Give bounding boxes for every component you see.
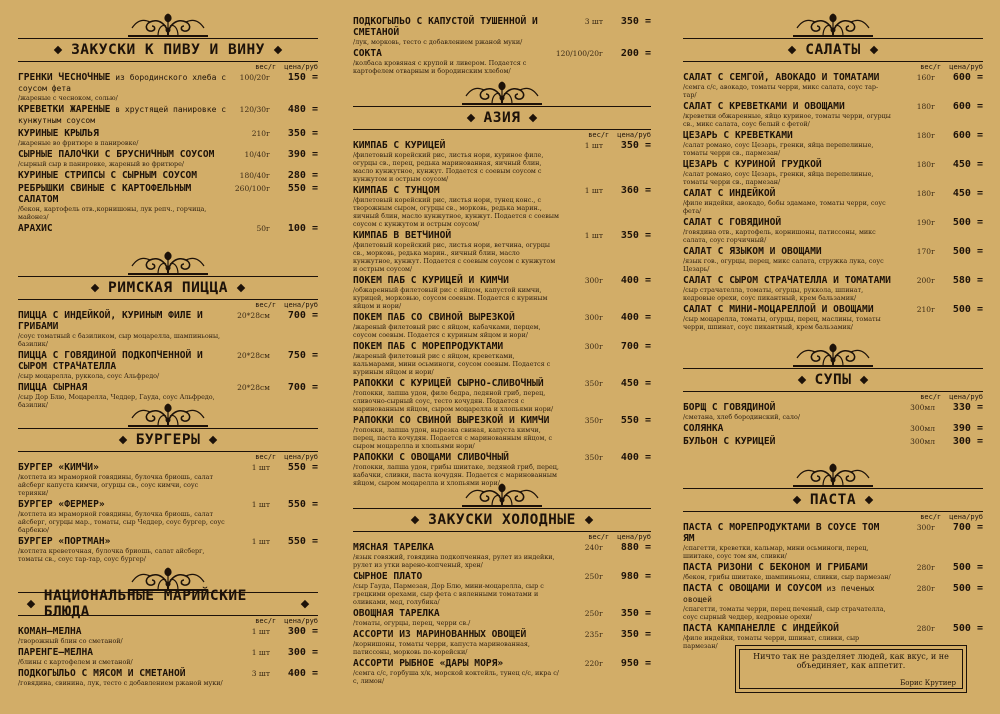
flourish-ornament-icon bbox=[683, 6, 983, 38]
item-weight: 3 шт bbox=[251, 669, 270, 678]
item-price: 550 = bbox=[287, 462, 318, 473]
item-price: 450 = bbox=[620, 378, 651, 389]
menu-item bbox=[353, 230, 651, 273]
item-weight: 200г bbox=[916, 276, 935, 285]
item-weight: 160г bbox=[916, 73, 935, 82]
menu-item bbox=[683, 436, 983, 447]
item-name: ПОДКОГЫЛЬО С КАПУСТОЙ ТУШЕННОЙ И СМЕТАНОЙ bbox=[353, 16, 538, 38]
item-price: 150 = bbox=[287, 72, 318, 83]
item-description: /лук, морковь, тесто с добавлением ржаной муки/ bbox=[353, 38, 523, 46]
flourish-ornament-icon bbox=[353, 476, 651, 508]
column-headers: вес/г цена/руб bbox=[255, 453, 318, 461]
menu-item bbox=[18, 626, 318, 645]
item-price: 350 = bbox=[620, 608, 651, 619]
item-name: ЦЕЗАРЬ С КУРИНОЙ ГРУДКОЙ bbox=[683, 159, 822, 170]
item-name: ПАРЕНГЕ–МЕЛНА bbox=[18, 647, 94, 658]
item-price: 550 = bbox=[287, 499, 318, 510]
menu-item bbox=[353, 341, 651, 376]
menu-column-2 bbox=[353, 0, 651, 714]
item-price: 390 = bbox=[952, 423, 983, 434]
item-weight: 1 шт bbox=[251, 648, 270, 657]
menu-item bbox=[353, 185, 651, 228]
menu-item bbox=[353, 140, 651, 183]
item-name: ПОКЕМ ПАБ СО СВИНОЙ ВЫРЕЗКОЙ bbox=[353, 312, 515, 323]
item-weight: 300г bbox=[916, 523, 935, 532]
item-name: САЛАТ С МИНИ-МОЦАРЕЛЛОЙ И ОВОЩАМИ bbox=[683, 304, 874, 315]
item-price: 500 = bbox=[952, 583, 983, 594]
flourish-ornament-icon bbox=[683, 456, 983, 488]
item-name: ПАСТА КАМПАНЕЛЛЕ С ИНДЕЙКОЙ bbox=[683, 623, 839, 634]
menu-item bbox=[18, 462, 318, 497]
flourish-ornament-icon bbox=[18, 396, 318, 428]
item-name: БУРГЕР «ФЕРМЕР» bbox=[18, 499, 105, 510]
menu-item bbox=[683, 583, 983, 621]
item-weight: 350г bbox=[584, 453, 603, 462]
item-weight: 210г bbox=[251, 129, 270, 138]
column-headers: вес/г цена/руб bbox=[255, 301, 318, 309]
item-name: САЛАТ С СЕМГОЙ, АВОКАДО И ТОМАТАМИ bbox=[683, 72, 880, 83]
item-name: КРЕВЕТКИ ЖАРЕНЫЕ в хрустящей панировке с кунжутным соусом bbox=[18, 104, 227, 125]
column-headers: вес/г цена/руб bbox=[588, 131, 651, 139]
item-price: 280 = bbox=[287, 170, 318, 181]
item-price: 750 = bbox=[287, 350, 318, 361]
item-weight: 190г bbox=[916, 218, 935, 227]
section-title: АЗИЯ bbox=[353, 106, 651, 130]
menu-item bbox=[683, 402, 983, 421]
item-price: 400 = bbox=[287, 668, 318, 679]
item-weight: 1 шт bbox=[584, 186, 603, 195]
menu-item bbox=[683, 275, 983, 302]
item-weight: 300г bbox=[584, 342, 603, 351]
item-name: АССОРТИ ИЗ МАРИНОВАННЫХ ОВОЩЕЙ bbox=[353, 629, 527, 640]
item-weight: 220г bbox=[584, 659, 603, 668]
item-price: 350 = bbox=[620, 16, 651, 27]
item-description: /филе индейки, авокадо, бобы эдамаме, томаты черри, соус фета/ bbox=[683, 199, 886, 215]
menu-item bbox=[353, 415, 651, 450]
item-weight: 260/100г bbox=[234, 184, 270, 193]
item-description: /обжаренный филетовый рис с яйцом, капустой кимчи, курицей, морковью, соусом соевым. Подается с куриным яйцом и нори/ bbox=[353, 286, 548, 310]
section-title: ПАСТА bbox=[683, 488, 983, 512]
item-description: /язык говяжий, говядина подкопченная, рулет из индейки, рулет из утки варено-копченый, хрен/ bbox=[353, 553, 555, 569]
item-price: 500 = bbox=[952, 217, 983, 228]
item-description: /филетовый корейский рис, листья нори, куриное филе, огурцы св., перец, редька маринованная, яичный блин, масло кунжутное, кунжут. Подается с соевым соусом с кунжутом и острым соусом/ bbox=[353, 151, 544, 183]
menu-item bbox=[683, 423, 983, 434]
section-title: ЗАКУСКИ ХОЛОДНЫЕ bbox=[353, 508, 651, 532]
item-name: ПОКЕМ ПАБ С МОРЕПРОДУКТАМИ bbox=[353, 341, 504, 352]
menu-item bbox=[683, 246, 983, 273]
item-description: /соус томатный с базиликом, сыр моцарелла, шампиньоны, базилик/ bbox=[18, 332, 221, 348]
item-weight: 100/20г bbox=[239, 73, 270, 82]
item-name: ОВОЩНАЯ ТАРЕЛКА bbox=[353, 608, 440, 619]
section-burgers bbox=[18, 396, 318, 565]
item-name: ПИЦЦА С ИНДЕЙКОЙ, КУРИНЫМ ФИЛЕ И ГРИБАМИ bbox=[18, 310, 203, 332]
menu-item bbox=[18, 183, 318, 221]
menu-item bbox=[683, 522, 983, 560]
item-description: /сыр моцарелла, томаты, огурцы, перец, маслины, томаты черри, шпинат, соус пикантный, крем бальзамик/ bbox=[683, 315, 881, 331]
item-weight: 20*28см bbox=[237, 311, 270, 320]
item-weight: 280г bbox=[916, 563, 935, 572]
item-price: 400 = bbox=[620, 275, 651, 286]
item-description: /креветки обжаренные, яйцо куриное, томаты черри, огурцы св., микс салата, соус белый с фетой/ bbox=[683, 112, 891, 128]
item-description: /сырный сыр в панировке, жареный во фритюре/ bbox=[18, 160, 185, 168]
item-price: 400 = bbox=[620, 312, 651, 323]
section-pizza bbox=[18, 244, 318, 411]
item-name: КИМПАБ С ТУНЦОМ bbox=[353, 185, 440, 196]
item-name: ПАСТА С ОВОЩАМИ И СОУСОМ из печеных овощей bbox=[683, 583, 875, 604]
item-description: /бекон, грибы шиитаке, шампиньоны, сливки, сыр пармезан/ bbox=[683, 573, 891, 581]
menu-item bbox=[353, 312, 651, 339]
menu-item bbox=[18, 223, 318, 234]
item-price: 100 = bbox=[287, 223, 318, 234]
item-name: ПОКЕМ ПАБ С КУРИЦЕЙ И КИМЧИ bbox=[353, 275, 509, 286]
item-weight: 3 шт bbox=[584, 17, 603, 26]
item-name: ПИЦЦА С ГОВЯДИНОЙ ПОДКОПЧЕННОЙ И СЫРОМ СТРАЧАТЕЛЛА bbox=[18, 350, 203, 372]
item-description: /семга с/с, авокадо, томаты черри, микс салата, соус тар-тар/ bbox=[683, 83, 879, 99]
item-price: 880 = bbox=[620, 542, 651, 553]
item-name: САЛАТ С ЯЗЫКОМ И ОВОЩАМИ bbox=[683, 246, 822, 257]
menu-item bbox=[683, 130, 983, 157]
item-price: 700 = bbox=[620, 341, 651, 352]
item-price: 300 = bbox=[952, 436, 983, 447]
item-weight: 180г bbox=[916, 189, 935, 198]
menu-item bbox=[18, 104, 318, 126]
section-salads bbox=[683, 6, 983, 333]
item-price: 360 = bbox=[620, 185, 651, 196]
item-name: ПИЦЦА СЫРНАЯ bbox=[18, 382, 88, 393]
menu-item bbox=[18, 310, 318, 348]
menu-item bbox=[353, 608, 651, 627]
item-subtitle: из печеных овощей bbox=[683, 584, 875, 604]
item-description: /сыр Дор Блю, Моцарелла, Чеддер, Гауда, соус Альфредо, базилик/ bbox=[18, 393, 215, 409]
item-name: РЕБРЫШКИ СВИНЫЕ С КАРТОФЕЛЬНЫМ САЛАТОМ bbox=[18, 183, 192, 205]
item-price: 550 = bbox=[287, 183, 318, 194]
section-asia bbox=[353, 74, 651, 489]
item-price: 700 = bbox=[287, 310, 318, 321]
item-name: АРАХИС bbox=[18, 223, 53, 234]
item-name: КИМПАБ В ВЕТЧИНОЙ bbox=[353, 230, 452, 241]
item-price: 600 = bbox=[952, 130, 983, 141]
flourish-ornament-icon bbox=[353, 74, 651, 106]
item-name: КУРИНЫЕ КРЫЛЬЯ bbox=[18, 128, 99, 139]
item-name: ПАСТА С МОРЕПРОДУКТАМИ В СОУСЕ ТОМ ЯМ bbox=[683, 522, 880, 544]
item-description: /блины с картофелем и сметаной/ bbox=[18, 658, 133, 666]
item-description: /жареный филетовый рис с яйцом, кабачками, перцем, соусом соевым. Подается с куриным яйцом и нори/ bbox=[353, 323, 541, 339]
item-name: САЛАТ С ИНДЕЙКОЙ bbox=[683, 188, 776, 199]
item-weight: 280г bbox=[916, 584, 935, 593]
item-description: /говядина отв., картофель, корнишоны, патиссоны, микс салата, соус горчичный/ bbox=[683, 228, 876, 244]
column-headers: вес/г цена/руб bbox=[588, 533, 651, 541]
section-beer-snacks bbox=[18, 6, 318, 236]
menu-column-1 bbox=[18, 0, 318, 714]
item-price: 600 = bbox=[952, 72, 983, 83]
item-weight: 1 шт bbox=[584, 141, 603, 150]
column-headers: вес/г цена/руб bbox=[920, 513, 983, 521]
item-price: 300 = bbox=[287, 647, 318, 658]
item-weight: 1 шт bbox=[251, 500, 270, 509]
menu-item bbox=[353, 378, 651, 413]
item-description: /жареные с чесноком, солью/ bbox=[18, 94, 118, 102]
item-price: 350 = bbox=[620, 230, 651, 241]
item-price: 350 = bbox=[287, 128, 318, 139]
menu-item bbox=[683, 304, 983, 331]
flourish-ornament-icon bbox=[18, 6, 318, 38]
item-name: САЛАТ С СЫРОМ СТРАЧАТЕЛЛА И ТОМАТАМИ bbox=[683, 275, 891, 286]
item-weight: 20*28см bbox=[237, 383, 270, 392]
item-description: /корнишоны, томаты черри, капуста маринованная, патиссоны, морковь по-корейски/ bbox=[353, 640, 530, 656]
item-description: /топокки, лапша удон, вырезка свиная, капуста кимчи, перец, паста кочудян. Подается с маринованным яйцом, с сыром моцарелла и хлопьями нори/ bbox=[353, 426, 553, 450]
item-weight: 250г bbox=[584, 609, 603, 618]
item-name: СОКТА bbox=[353, 48, 382, 59]
item-weight: 10/40г bbox=[244, 150, 270, 159]
item-description: /сыр Гауда, Пармезан, Дор Блю, мини-моцарелла, сыр с грецкими орехами, сыр фета с вяленными томатами и оливками, мед, голубика/ bbox=[353, 582, 544, 606]
quote-box bbox=[735, 645, 967, 693]
item-description: /язык гов., огурцы, перец, микс салата, стружка лука, соус Цезарь/ bbox=[683, 257, 884, 273]
item-weight: 235г bbox=[584, 630, 603, 639]
item-weight: 20*28см bbox=[237, 351, 270, 360]
item-weight: 50г bbox=[256, 224, 270, 233]
column-headers: вес/г цена/руб bbox=[920, 63, 983, 71]
item-name: КИМПАБ С КУРИЦЕЙ bbox=[353, 140, 446, 151]
item-weight: 300мл bbox=[910, 437, 935, 446]
section-title: БУРГЕРЫ bbox=[18, 428, 318, 452]
item-price: 450 = bbox=[952, 188, 983, 199]
column-headers: вес/г цена/руб bbox=[920, 393, 983, 401]
item-description: /колбаса кровяная с крупой и ливером. Подается с картофелем отварным и бородинским хлебом/ bbox=[353, 59, 527, 75]
item-name: ПОДКОГЫЛЬО С МЯСОМ И СМЕТАНОЙ bbox=[18, 668, 186, 679]
menu-item bbox=[353, 571, 651, 606]
item-name: БУРГЕР «КИМЧИ» bbox=[18, 462, 99, 473]
item-price: 390 = bbox=[287, 149, 318, 160]
column-headers: вес/г цена/руб bbox=[255, 617, 318, 625]
item-weight: 250г bbox=[584, 572, 603, 581]
item-weight: 1 шт bbox=[584, 231, 603, 240]
item-description: /творожный блин со сметаной/ bbox=[18, 637, 123, 645]
item-description: /сметана, хлеб бородинский, сало/ bbox=[683, 413, 800, 421]
item-price: 300 = bbox=[287, 626, 318, 637]
item-price: 350 = bbox=[620, 629, 651, 640]
item-price: 550 = bbox=[620, 415, 651, 426]
item-name: БУРГЕР «ПОРТМАН» bbox=[18, 536, 111, 547]
menu-item bbox=[18, 536, 318, 563]
section-national-continued bbox=[353, 16, 651, 77]
item-price: 350 = bbox=[620, 140, 651, 151]
menu-item bbox=[353, 629, 651, 656]
item-name: ГРЕНКИ ЧЕСНОЧНЫЕ из бородинского хлеба с соусом фета bbox=[18, 72, 227, 93]
item-weight: 300мл bbox=[910, 403, 935, 412]
section-cold-snacks bbox=[353, 476, 651, 687]
menu-item bbox=[18, 128, 318, 147]
item-name: АССОРТИ РЫБНОЕ «ДАРЫ МОРЯ» bbox=[353, 658, 504, 669]
item-price: 700 = bbox=[287, 382, 318, 393]
item-description: /жареный филетовый рис с яйцом, креветками, кальмарами, мини осьминоги, соусом соевым. Подается с куриным яйцом и нори/ bbox=[353, 352, 551, 376]
item-description: /топокки, лапша удон, филе бедра, ледяной гриб, перец, сливочно-сырный соус, тесто кочудян. Подается с маринованным яйцом, сыром моцарелла и хлопьями нори/ bbox=[353, 389, 554, 413]
item-description: /томаты, огурцы, перец, черри св./ bbox=[353, 619, 471, 627]
item-subtitle: в хрустящей панировке с кунжутным соусом bbox=[18, 105, 227, 125]
menu-item bbox=[353, 16, 651, 46]
menu-item bbox=[683, 72, 983, 99]
item-description: /семга с/с, горбуша х/к, морской коктейль, тунец с/с, икра с/с, лимон/ bbox=[353, 669, 559, 685]
section-title: САЛАТЫ bbox=[683, 38, 983, 62]
menu-item bbox=[353, 542, 651, 569]
menu-item bbox=[683, 562, 983, 581]
quote-author: Борис Крутиер bbox=[900, 679, 956, 687]
item-description: /филетовый корейский рис, листья нори, ветчина, огурцы св., морковь, редька марин., яичный блин, масло кунжутное, кунжут. Подается с соевым соусом с кунжутом и острым соусом/ bbox=[353, 241, 556, 273]
item-weight: 280г bbox=[916, 624, 935, 633]
item-price: 580 = bbox=[952, 275, 983, 286]
menu-item bbox=[353, 275, 651, 310]
item-description: /бекон, картофель отв.,корнишоны, лук репч., горчица, майонез/ bbox=[18, 205, 207, 221]
item-weight: 180г bbox=[916, 131, 935, 140]
item-weight: 300мл bbox=[910, 424, 935, 433]
item-weight: 300г bbox=[584, 313, 603, 322]
item-description: /салат романо, соус Цезарь, гренки, яйца перепелиные, томаты черри св., пармезан/ bbox=[683, 141, 874, 157]
item-price: 950 = bbox=[620, 658, 651, 669]
section-title: СУПЫ bbox=[683, 368, 983, 392]
item-name: КОМАН–МЕЛНА bbox=[18, 626, 82, 637]
item-weight: 210г bbox=[916, 305, 935, 314]
item-description: /жареные во фритюре в панировке/ bbox=[18, 139, 139, 147]
item-weight: 300г bbox=[584, 276, 603, 285]
menu-item bbox=[683, 188, 983, 215]
section-pasta bbox=[683, 456, 983, 652]
item-price: 500 = bbox=[952, 562, 983, 573]
item-description: /филе индейки, томаты черри, шпинат, сливки, сыр пармезан/ bbox=[683, 634, 860, 650]
item-description: /сыр страчателла, томаты, огурцы, руккола, шпинат, кедровые орехи, соус пикантный, крем бальзамик/ bbox=[683, 286, 864, 302]
menu-item bbox=[683, 101, 983, 128]
item-description: /спагетти, томаты черри, перец печеный, сыр страчателла, соус сырный чеддер, кедровые орехи/ bbox=[683, 605, 886, 621]
column-headers: вес/г цена/руб bbox=[255, 63, 318, 71]
item-price: 500 = bbox=[952, 304, 983, 315]
menu-item bbox=[18, 170, 318, 181]
item-subtitle: из бородинского хлеба с соусом фета bbox=[18, 73, 227, 93]
item-price: 200 = bbox=[620, 48, 651, 59]
item-name: СОЛЯНКА bbox=[683, 423, 724, 434]
item-name: БОРЩ С ГОВЯДИНОЙ bbox=[683, 402, 776, 413]
item-weight: 170г bbox=[916, 247, 935, 256]
item-weight: 240г bbox=[584, 543, 603, 552]
item-price: 980 = bbox=[620, 571, 651, 582]
item-weight: 1 шт bbox=[251, 463, 270, 472]
item-name: САЛАТ С КРЕВЕТКАМИ И ОВОЩАМИ bbox=[683, 101, 845, 112]
item-price: 450 = bbox=[952, 159, 983, 170]
item-name: РАПОККИ С ОВОЩАМИ СЛИВОЧНЫЙ bbox=[353, 452, 509, 463]
item-weight: 180г bbox=[916, 160, 935, 169]
menu-item bbox=[683, 159, 983, 186]
item-price: 480 = bbox=[287, 104, 318, 115]
flourish-ornament-icon bbox=[18, 244, 318, 276]
item-description: /котлета из мраморной говядины, булочка бриошь, салат айсберг, огурцы мар., томаты, сыр Чеддер, соус бургер, соус барбекю/ bbox=[18, 510, 225, 534]
item-name: РАПОККИ С КУРИЦЕЙ СЫРНО-СЛИВОЧНЫЙ bbox=[353, 378, 544, 389]
item-price: 500 = bbox=[952, 246, 983, 257]
item-weight: 350г bbox=[584, 379, 603, 388]
item-name: САЛАТ С ГОВЯДИНОЙ bbox=[683, 217, 782, 228]
item-weight: 120/100/20г bbox=[555, 49, 603, 58]
menu-item bbox=[18, 647, 318, 666]
item-description: /сыр моцарелла, руккола, соус Альфредо/ bbox=[18, 372, 160, 380]
item-description: /филетовый корейский рис, листья нори, тунец конс., с творожным сыром, огурцы св., морковь, редька марин., яичный блин, масло кунжутное, кунжут. Подается с соевым соусом с кунжутом и острым соусом/ bbox=[353, 196, 559, 228]
menu-item bbox=[18, 499, 318, 534]
item-price: 550 = bbox=[287, 536, 318, 547]
menu-item bbox=[18, 668, 318, 687]
item-description: /салат романо, соус Цезарь, гренки, яйца перепелиные, томаты черри св., пармезан/ bbox=[683, 170, 874, 186]
item-price: 400 = bbox=[620, 452, 651, 463]
item-weight: 1 шт bbox=[251, 627, 270, 636]
item-weight: 180г bbox=[916, 102, 935, 111]
menu-item bbox=[353, 658, 651, 685]
item-description: /спагетти, креветки, кальмар, мини осьминоги, перец, шиитаке, соус том ям, сливки/ bbox=[683, 544, 869, 560]
section-title: ЗАКУСКИ К ПИВУ И ВИНУ bbox=[18, 38, 318, 62]
flourish-ornament-icon bbox=[683, 336, 983, 368]
item-description: /котлета из мраморной говядины, булочка бриошь, салат айсберг капуста кимчи, огурцы св., соус кимчи, соус терияки/ bbox=[18, 473, 214, 497]
item-name: КУРИНЫЕ СТРИПСЫ С СЫРНЫМ СОУСОМ bbox=[18, 170, 198, 181]
item-name: ПАСТА РИЗОНИ С БЕКОНОМ И ГРИБАМИ bbox=[683, 562, 868, 573]
item-weight: 350г bbox=[584, 416, 603, 425]
menu-column-3 bbox=[683, 0, 983, 714]
section-soups bbox=[683, 336, 983, 449]
section-title: НАЦИОНАЛЬНЫЕ МАРИЙСКИЕ БЛЮДА bbox=[18, 592, 318, 616]
item-price: 500 = bbox=[952, 623, 983, 634]
menu-item bbox=[18, 149, 318, 168]
item-name: БУЛЬОН С КУРИЦЕЙ bbox=[683, 436, 776, 447]
menu-item bbox=[683, 217, 983, 244]
item-description: /котлета креветочная, булочка бриошь, салат айсберг, томаты св., соус тар-тар, соус бургер/ bbox=[18, 547, 205, 563]
section-national bbox=[18, 560, 318, 689]
item-price: 700 = bbox=[952, 522, 983, 533]
menu-item bbox=[18, 350, 318, 380]
item-description: /топокки, лапша удон, грибы шиитаке, ледяной гриб, перец, кабачки, сливки, паста кочудян. Подается с маринованным яйцом, сыром моцарелла и хлопьями нори/ bbox=[353, 463, 559, 487]
quote-text: Ничто так не разделяет людей, как вкус, и не объединяет, как аппетит. bbox=[753, 652, 949, 670]
item-name: СЫРНЫЕ ПАЛОЧКИ С БРУСНИЧНЫМ СОУСОМ bbox=[18, 149, 215, 160]
item-weight: 120/30г bbox=[239, 105, 270, 114]
item-name: ЦЕЗАРЬ С КРЕВЕТКАМИ bbox=[683, 130, 793, 141]
item-price: 600 = bbox=[952, 101, 983, 112]
item-weight: 1 шт bbox=[251, 537, 270, 546]
menu-item bbox=[353, 48, 651, 75]
item-price: 330 = bbox=[952, 402, 983, 413]
item-weight: 180/40г bbox=[239, 171, 270, 180]
item-name: МЯСНАЯ ТАРЕЛКА bbox=[353, 542, 434, 553]
item-name: СЫРНОЕ ПЛАТО bbox=[353, 571, 423, 582]
section-title: РИМСКАЯ ПИЦЦА bbox=[18, 276, 318, 300]
menu-item bbox=[18, 72, 318, 102]
item-name: РАПОККИ СО СВИНОЙ ВЫРЕЗКОЙ И КИМЧИ bbox=[353, 415, 550, 426]
item-description: /говядина, свинина, лук, тесто с добавлением ржаной муки/ bbox=[18, 679, 223, 687]
